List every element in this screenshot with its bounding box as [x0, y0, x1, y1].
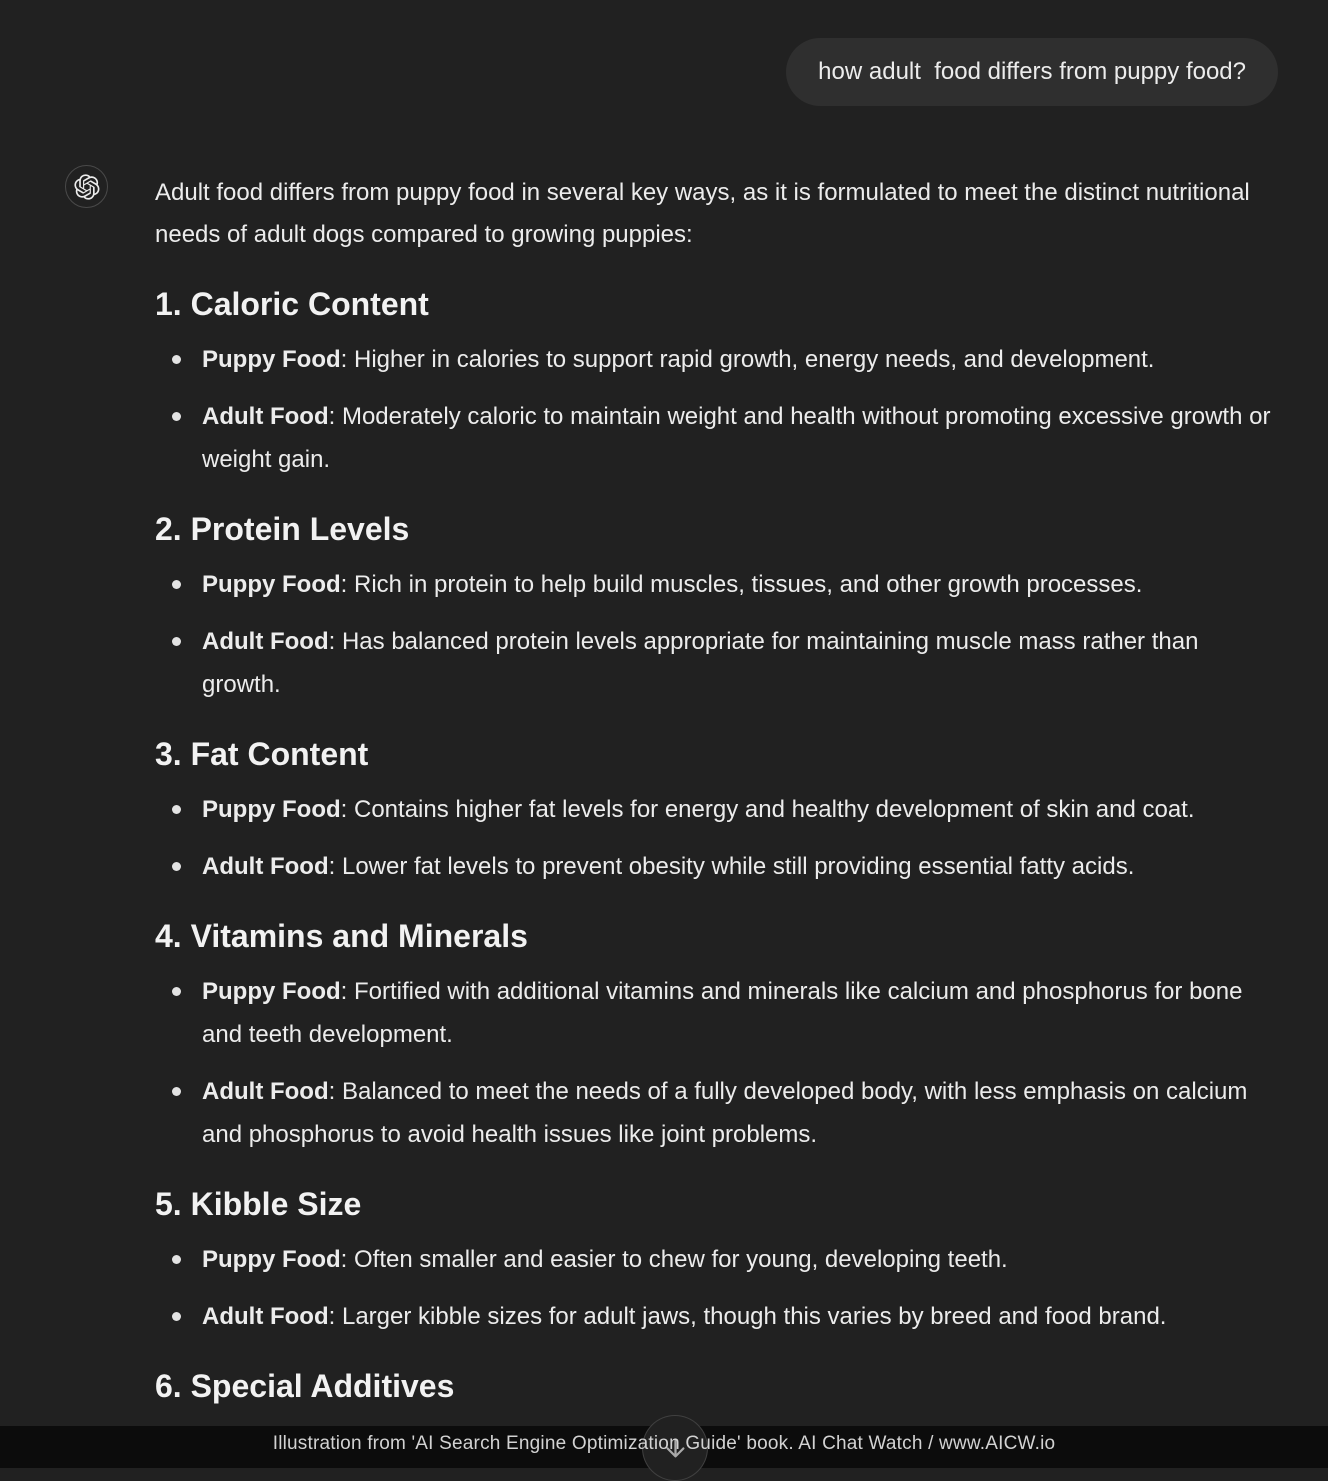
section-bullets: [155, 338, 1272, 481]
bullet-text: Higher in calories to support rapid growth, energy needs, and development.: [354, 346, 1155, 373]
bullet-label: Adult Food: [202, 1303, 329, 1330]
bullet-item: [155, 563, 1272, 606]
bullet-separator: :: [340, 978, 354, 1005]
bullet-dot: [172, 1087, 181, 1096]
section-bullets: [155, 970, 1272, 1156]
section-heading-caloric-content: 1. Caloric Content: [155, 286, 429, 322]
bullet-item: [155, 620, 1272, 706]
bullet-dot: [172, 987, 181, 996]
openai-logo-icon: [74, 174, 100, 200]
bullet-item: [155, 845, 1272, 888]
bullet-text: Lower fat levels to prevent obesity while still providing essential fatty acids.: [341, 853, 1135, 880]
bullet-item: [155, 1238, 1272, 1281]
bullet-item: [155, 1070, 1272, 1156]
bullet-separator: :: [328, 403, 342, 430]
user-message-bubble: [786, 38, 1278, 106]
bullet-label: Adult Food: [202, 403, 329, 430]
bullet-text: Rich in protein to help build muscles, tissues, and other growth processes.: [354, 571, 1143, 598]
bullet-item: [155, 1295, 1272, 1338]
bullet-item: [155, 970, 1272, 1056]
bullet-dot: [172, 580, 181, 589]
section-heading-special-additives: 6. Special Additives: [155, 1368, 455, 1404]
bullet-text: Often smaller and easier to chew for young, developing teeth.: [354, 1246, 1008, 1273]
bullet-separator: :: [328, 628, 342, 655]
bullet-dot: [172, 1312, 181, 1321]
section-bullets: [155, 563, 1272, 706]
bullet-label: Puppy Food: [202, 571, 341, 598]
caption-text: Illustration from 'AI Search Engine Optimization Guide' book. AI Chat Watch / www.AICW.io: [272, 1433, 1056, 1454]
bullet-text: Has balanced protein levels appropriate for maintaining muscle mass rather than growth.: [202, 628, 1199, 698]
bullet-separator: :: [340, 796, 354, 823]
bullet-label: Puppy Food: [202, 978, 341, 1005]
bullet-label: Adult Food: [202, 853, 329, 880]
bullet-dot: [172, 862, 181, 871]
bullet-dot: [172, 412, 181, 421]
bullet-text: Contains higher fat levels for energy and healthy development of skin and coat.: [354, 796, 1195, 823]
bullet-label: Puppy Food: [202, 1246, 341, 1273]
bullet-label: Adult Food: [202, 628, 329, 655]
section-bullets: [155, 788, 1272, 888]
bullet-text: Moderately caloric to maintain weight and health without promoting excessive growth or weight gain.: [202, 403, 1271, 473]
user-message-text: how adult food differs from puppy food?: [818, 58, 1246, 86]
assistant-avatar: [65, 165, 108, 208]
bullet-text: Balanced to meet the needs of a fully developed body, with less emphasis on calcium and phosphorus to avoid health issues like joint problems.: [202, 1078, 1248, 1148]
section-bullets: [155, 1238, 1272, 1338]
user-message-row: [0, 0, 1328, 106]
section-heading-vitamins-minerals: 4. Vitamins and Minerals: [155, 918, 528, 954]
bullet-separator: :: [328, 1303, 342, 1330]
bullet-separator: :: [340, 1246, 354, 1273]
bullet-separator: :: [328, 853, 342, 880]
section-heading-protein-levels: 2. Protein Levels: [155, 511, 410, 547]
bullet-separator: :: [340, 571, 354, 598]
bullet-label: Puppy Food: [202, 346, 341, 373]
bullet-item: [155, 395, 1272, 481]
bullet-item: [155, 788, 1272, 831]
bullet-label: Puppy Food: [202, 796, 341, 823]
bullet-dot: [172, 805, 181, 814]
bullet-text: Larger kibble sizes for adult jaws, though this varies by breed and food brand.: [341, 1303, 1167, 1330]
bullet-dot: [172, 1255, 181, 1264]
bullet-separator: :: [328, 1078, 342, 1105]
section-heading-fat-content: 3. Fat Content: [155, 736, 369, 772]
bullet-dot: [172, 637, 181, 646]
bullet-text: Fortified with additional vitamins and minerals like calcium and phosphorus for bone and teeth development.: [202, 978, 1243, 1048]
assistant-intro: Adult food differs from puppy food in several key ways, as it is formulated to meet the distinct nutritional needs of adult dogs compared to growing puppies:: [155, 179, 1250, 248]
assistant-message-row: [0, 165, 1328, 1420]
bullet-dot: [172, 355, 181, 364]
section-heading-kibble-size: 5. Kibble Size: [155, 1186, 362, 1222]
bullet-separator: :: [340, 346, 354, 373]
assistant-message-content: [155, 165, 1272, 1420]
bullet-label: Adult Food: [202, 1078, 329, 1105]
bullet-item: [155, 338, 1272, 381]
